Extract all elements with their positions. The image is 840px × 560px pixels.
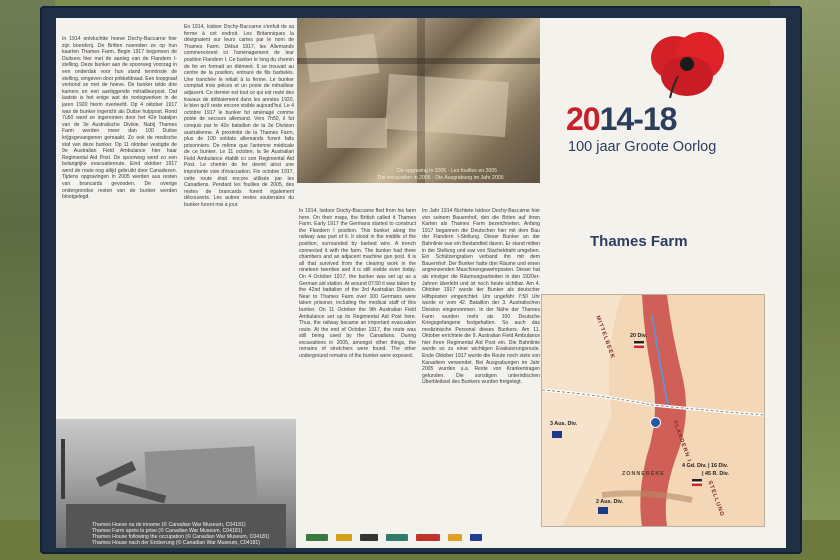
german-flag-icon — [692, 479, 702, 486]
historic-photo — [56, 419, 296, 548]
map-label-road: FLANDERN I — [671, 420, 693, 464]
map-label-road: MITTELBEEK — [594, 315, 616, 361]
poppy-icon — [642, 28, 732, 100]
location-marker-icon — [650, 417, 661, 428]
map-label-road: STELLUNG — [706, 480, 726, 518]
eu-logo-icon — [470, 534, 482, 541]
map-label-division: 2 Aus. Div. — [596, 499, 623, 505]
westtoer-logo-icon — [416, 534, 440, 541]
paragraph-en: In 1914, Isidoor Dochy-Baccarne fled from his farm here. On their maps, the British called it Thames Farm. Early 1917 the Germans started to construct the Flandern I position. This bunker along the railway was part of it. It stood in the middle of the position, surrounded by barbed wire. A trench connected it with the farm. The bunker had three chambers and an adjacent machine gun post. It is all that survived from the clearing work in the nineteen twenties and it is still visible even today. On 4 October 1917, the bunker was set up as a German aid station. At around 07:50 it was taken by the 42nd battalion of the 3rd Australian Division. Near to Thames Farm over 100 Germans were taken prisoner, including the medical staff of this bunker. On 11 October the 9th Australian Field Ambulance set up its Regimental Aid Post here. Thus, the railway became an important evacuation route. At the end of October 1917, the route was still being used by the Canadians. During excavations in 2005, amongst other things, the remains of stretchers were found. The other underground remains of the bunker were exposed. — [299, 208, 416, 360]
provincie-logo-icon — [336, 534, 352, 541]
text-column-fr — [184, 24, 294, 274]
battle-map — [541, 294, 765, 527]
onroerend-erfgoed-logo-icon — [386, 534, 408, 541]
photo-caption-line: Thames House following the occupation (© Canadian War Museum, C04181) — [92, 534, 270, 540]
map-label-division: | 45 R. Div. — [702, 471, 729, 477]
australian-flag-icon — [598, 507, 608, 514]
vlaanderen-logo-icon — [360, 534, 378, 541]
excavation-photo — [297, 18, 540, 183]
information-panel — [56, 18, 786, 548]
title-year — [566, 101, 676, 138]
text-column-de — [422, 208, 540, 408]
map-label-division: 20 Div. — [630, 333, 647, 339]
map-drawing — [542, 295, 764, 526]
photo-caption-line: Thames Hoeve na de inname (© Canadian War Museum, C04181) — [92, 522, 246, 528]
photo-caption-line: Thames House nach der Eroberung (© Canadian War Museum, C04181) — [92, 540, 260, 546]
text-column-nl — [62, 36, 177, 414]
map-label-division: 3 Aus. Div. — [550, 421, 577, 427]
paragraph-fr: En 1914, Isidoor Dochy-Baccarne s'enfuit de sa ferme à cet endroit. Les Britanniques la désignaient sur leurs cartes par le nom de Thames Farm. Début 1917, les Allemands commencèrent ici l'aménagement de leur position Flandern I. Ce bunker le long du chemin de fer en formait un élément. Il se trouvait au centre de la position, entouré de fils barbelés. Une tranchée le reliait à la ferme. Le bunker comptait trois pièces et un poste de mitrailleur adjacent. Ce dernier est tout ce qui est resté des travaux de déblaiement dans les années 1920, le bien qu'il reste encore visible aujourd'hui. Le 4 octobre 1917 le bunker fut aménagé comme poste de secours allemand. Vers 7h50, il fut conquis par le 42e bataillon de la 3e Division australienne. À proximité de la Thames Farm, plus de 100 soldats allemands furent faits prisonniers. De même que l'antenne médicale de ce bunker. Le 11 octobre, la 9e Australian Field Ambulance établit ici son Regimental Aid Post. Le chemin de fer devint ainsi une importante voie d'évacuation. Fin octobre 1917, cette route était encore utilisée par les Canadiens. Pendant les fouilles de 2005, des restes de brancards furent également découverts. Les autres restes souterrains du bunker furent mis à jour. — [184, 24, 294, 209]
australian-flag-icon — [552, 431, 562, 438]
page-title: Thames Farm — [590, 233, 688, 250]
photo-caption-line: The excavation in 2005 - Die Ausgrabung im Jahr 2005 — [377, 175, 504, 181]
text-column-en — [299, 208, 416, 526]
subtitle: 100 jaar Groote Oorlog — [568, 139, 717, 155]
paragraph-nl: In 1914 ontvluchtte hoeve Dochy-Baccarne hier zijn boerderij. De Britten noemden ze op hun kaarten Thames Farm. Begin 1917 begonnen de Duitsers hier met de aanleg van de Flandern I-stelling. Deze bunker aan de spoorweg voorzag in een onderdak voor hun stand tenminste de stelling, omgeven door prikkeldraad. Een loopgraaf verbond ze met de hoeve. De bunker telde drie kamers en een aanliggende mitrailleurpost. Dat laatste is het enige wat de oorlogwerken in de jaren 1920 hierin overleefd. Op 4 oktober 1917 was de bunker ingericht als Duitse hulppost. Rond 7u50 werd ze ingenomen door het 42e bataljon van de 3e Australische Divisie. Nabij Thames Farm werden meer dan 100 Duitse krijgsgevangenen gemaakt. Zo ook de medische staf van deze bunker. Op 11 oktober vestigde de 9e Australian Field Ambulance hier haar Regimental Aid Post. De spoorweg werd zo een belangrijke evacuatieroute. Eind oktober 1917 werd de route nog altijd gebruikt door Canadezen. Tijdens opgravingen in 2005 werden aus resten van brancards gevonden. De overige ondergrondse resten van de bunker werden blootgelegd. — [62, 36, 177, 201]
map-label-town: ZONNEBEKE — [622, 471, 665, 477]
german-flag-icon — [634, 341, 644, 348]
paragraph-de: Im Jahr 1914 flüchtete Isidoor Dochy-Baccarne hier von seinem Bauernhof, den die Briten auf ihren Karten als Thames Farm bezeichneten. Anfang 1917 begannen die Deutschen hier mit dem Bau der Flandern I-Stellung. Dieser Bunker an der Bahnlinie war ein Bestandteil davon. Er stand mitten in der Stellung und war von Stacheldraht umgeben. Ein Schützengraben verband ihn mit dem Bauernhof. Der Bunker hatte drei Räume und einen angrenzenden Maschinengewehrposten. Dieser hat als einziger die Räumungsarbeiten in den 1920er-Jahren überlebt und ist noch heute sichtbar. Am 4. Oktober 1917 wurde der Bunker als deutscher Hilfsposten eingerichtet. Um ungefähr 7:50 Uhr wurde er vom 42. Bataillon der 3. Australischen Division eingenommen. In der Nähe der Thames Farm wurden mehr als 100 Deutsche Kriegsgefangene festgehalten. So auch das medizinische Personal dieses Bunkers. Am 11. Oktober errichtete die 9. Australian Field Ambulance hier ihren Regimental Aid Post ein. Die Bahnlinie wurde so zu einer wichtigen Evakuierungsroute. Ende Oktober 1917 wurde die Route noch stets von Kanadiern verwendet. Bei Ausgrabungen im Jahr 2005 wurden u.a. Reste von Krankentragen gefunden. Die sonstigen unterirdischen Überbleibsel des Bunkers wurden freigelegt. — [422, 208, 540, 386]
title-year-prefix: 20 — [566, 101, 600, 137]
westhoek-logo-icon — [306, 534, 328, 541]
title-year-suffix: 14-18 — [599, 101, 677, 137]
leader-logo-icon — [448, 534, 462, 541]
map-label-division: 4 Gd. Div. | 16 Div. — [682, 463, 728, 469]
photo-caption-line: De opgraving in 2005 - Les fouilles en 2005 — [397, 168, 498, 174]
photo-caption-line: Thames Farm après la prise (© Canadian War Museum, C04181) — [92, 528, 243, 534]
sponsor-logos — [306, 531, 546, 544]
